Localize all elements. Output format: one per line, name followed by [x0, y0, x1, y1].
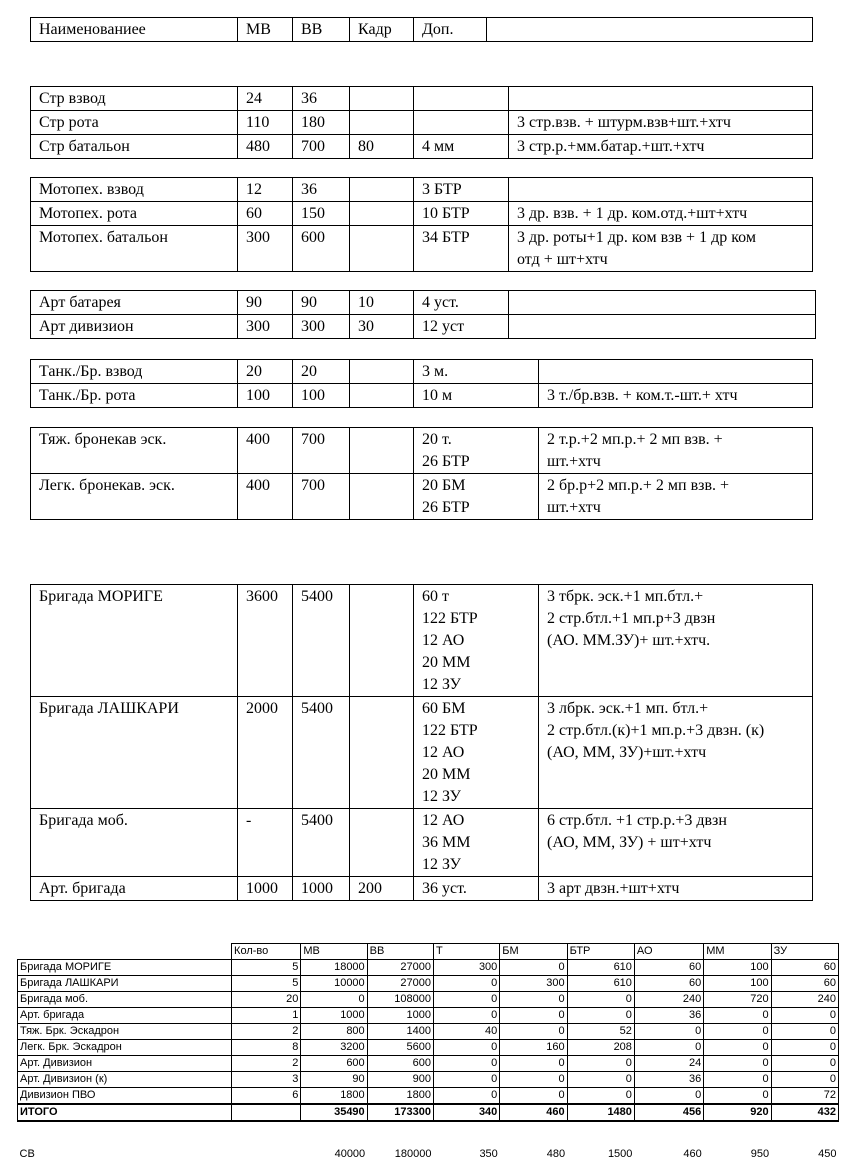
total-value: 456: [634, 1104, 703, 1121]
summary-header-cell: АО: [634, 944, 703, 960]
cv-value: 180000: [394, 1148, 432, 1160]
cell: 2 бр.р+2 мп.р.+ 2 мп взв. + шт.+хтч: [539, 474, 813, 520]
cell: [350, 360, 414, 384]
cell: [539, 360, 813, 384]
cell: [414, 87, 509, 111]
cell: 10: [350, 291, 414, 315]
cell: [350, 202, 414, 226]
cell: [509, 178, 813, 202]
cell: 3 т./бр.взв. + ком.т.-шт.+ хтч: [539, 384, 813, 408]
header-table: [30, 17, 813, 42]
summary-value: 0: [433, 1088, 499, 1105]
cell: 10 м: [414, 384, 539, 408]
cell: 700: [293, 474, 350, 520]
total-label: ИТОГО: [18, 1104, 232, 1121]
cell: 5400: [293, 585, 350, 697]
cell: 12 АО 36 ММ 12 ЗУ: [414, 809, 539, 877]
summary-value: 52: [567, 1024, 634, 1040]
table-row: [31, 428, 813, 474]
cell: Бригада моб.: [31, 809, 238, 877]
summary-value: 100: [704, 960, 771, 976]
summary-value: 0: [704, 1088, 771, 1105]
table-row: [31, 111, 813, 135]
cell: 3 БТР: [414, 178, 509, 202]
cell: 300: [238, 226, 293, 272]
summary-value: 60: [634, 976, 703, 992]
summary-label: Арт. Дивизион (к): [18, 1072, 232, 1088]
cell: 3 стр.взв. + штурм.взв+шт.+хтч: [509, 111, 813, 135]
total-value: 920: [704, 1104, 771, 1121]
cell: 3600: [238, 585, 293, 697]
summary-value: 0: [500, 1072, 567, 1088]
summary-value: 0: [433, 1072, 499, 1088]
header-cell: [487, 18, 813, 42]
summary-label: Арт. Дивизион: [18, 1056, 232, 1072]
table-row: [31, 226, 813, 272]
cell: 60 БМ 122 БТР 12 АО 20 ММ 12 ЗУ: [414, 697, 539, 809]
cell: [350, 474, 414, 520]
summary-value: 5600: [367, 1040, 433, 1056]
cell: 100: [238, 384, 293, 408]
cv-value: 1500: [607, 1148, 633, 1160]
cell: 3 м.: [414, 360, 539, 384]
cell: Мотопех. рота: [31, 202, 238, 226]
cell: 34 БТР: [414, 226, 509, 272]
summary-value: 0: [771, 1024, 838, 1040]
cell: 3 тбрк. эск.+1 мп.бтл.+ 2 стр.бтл.+1 мп.р+3 двзн (АО. ММ.ЗУ)+ шт.+хтч.: [539, 585, 813, 697]
cell: [350, 697, 414, 809]
cell: [350, 585, 414, 697]
summary-value: 40: [433, 1024, 499, 1040]
cell: 60 т 122 БТР 12 АО 20 ММ 12 ЗУ: [414, 585, 539, 697]
cell: Бригада МОРИГЕ: [31, 585, 238, 697]
summary-value: 300: [433, 960, 499, 976]
summary-row: [18, 1088, 839, 1105]
summary-value: 0: [500, 1024, 567, 1040]
cell: 480: [238, 135, 293, 159]
summary-value: 610: [567, 976, 634, 992]
summary-value: 0: [433, 1040, 499, 1056]
summary-value: 800: [301, 1024, 367, 1040]
summary-value: 610: [567, 960, 634, 976]
cell: 180: [293, 111, 350, 135]
summary-value: 18000: [301, 960, 367, 976]
summary-header-cell: ММ: [704, 944, 771, 960]
cv-value: 450: [818, 1148, 837, 1160]
summary-value: 0: [567, 1088, 634, 1105]
summary-row: [18, 992, 839, 1008]
summary-value: 600: [301, 1056, 367, 1072]
cell: 400: [238, 474, 293, 520]
header-cell: МВ: [238, 18, 293, 42]
table-row: [31, 697, 813, 809]
header-cell: ВВ: [293, 18, 350, 42]
cell: 200: [350, 877, 414, 901]
cell: 400: [238, 428, 293, 474]
summary-value: 0: [704, 1056, 771, 1072]
summary-value: 0: [771, 1072, 838, 1088]
cell: 20: [293, 360, 350, 384]
summary-value: 0: [433, 992, 499, 1008]
summary-value: 3200: [301, 1040, 367, 1056]
summary-value: 0: [433, 1008, 499, 1024]
summary-row: [18, 1056, 839, 1072]
summary-value: 240: [771, 992, 838, 1008]
cell: Тяж. бронекав эск.: [31, 428, 238, 474]
summary-value: 1800: [367, 1088, 433, 1105]
cell: Мотопех. батальон: [31, 226, 238, 272]
summary-value: 0: [500, 960, 567, 976]
table-row: [31, 135, 813, 159]
cell: Мотопех. взвод: [31, 178, 238, 202]
section-artillery: [30, 290, 816, 339]
cell: 20 БМ 26 БТР: [414, 474, 539, 520]
summary-value: 6: [232, 1088, 301, 1105]
cell: 2 т.р.+2 мп.р.+ 2 мп взв. + шт.+хтч: [539, 428, 813, 474]
summary-value: 1400: [367, 1024, 433, 1040]
cell: 10 БТР: [414, 202, 509, 226]
total-value: 35490: [301, 1104, 367, 1121]
cell: [350, 111, 414, 135]
total-value: 432: [771, 1104, 838, 1121]
cell: Танк./Бр. взвод: [31, 360, 238, 384]
summary-table: [17, 943, 839, 1162]
summary-value: 1: [232, 1008, 301, 1024]
summary-value: 208: [567, 1040, 634, 1056]
cell: 300: [293, 315, 350, 339]
cv-value: 480: [546, 1148, 566, 1160]
header-cell: Наименованиее: [31, 18, 238, 42]
cell: [350, 384, 414, 408]
cell: 110: [238, 111, 293, 135]
cell: Арт. бригада: [31, 877, 238, 901]
cell: Стр рота: [31, 111, 238, 135]
cell: 24: [238, 87, 293, 111]
summary-row: [18, 1024, 839, 1040]
table-row: [31, 202, 813, 226]
summary-value: 100: [704, 976, 771, 992]
section-brigades: [30, 584, 813, 901]
header-cell: Доп.: [414, 18, 487, 42]
summary-value: 60: [634, 960, 703, 976]
summary-value: 0: [500, 1088, 567, 1105]
cell: [350, 226, 414, 272]
cell: 3 др. взв. + 1 др. ком.отд.+шт+хтч: [509, 202, 813, 226]
cv-value: 950: [750, 1148, 770, 1160]
summary-cv-row: [18, 1147, 839, 1162]
summary-value: 3: [232, 1072, 301, 1088]
cell: [414, 111, 509, 135]
summary-row: [18, 1072, 839, 1088]
summary-spacer-row: [18, 1121, 839, 1147]
cell: 90: [238, 291, 293, 315]
cell: [509, 291, 816, 315]
summary-value: 0: [500, 1056, 567, 1072]
summary-value: 1000: [367, 1008, 433, 1024]
cell: 5400: [293, 809, 350, 877]
cell: [350, 428, 414, 474]
summary-value: 0: [634, 1024, 703, 1040]
cell: 600: [293, 226, 350, 272]
summary-label: Дивизион ПВО: [18, 1088, 232, 1105]
cv-label: СВ: [19, 1148, 35, 1160]
cell: 12 уст: [414, 315, 509, 339]
summary-row: [18, 1040, 839, 1056]
summary-value: 8: [232, 1040, 301, 1056]
cell: Танк./Бр. рота: [31, 384, 238, 408]
table-row: [31, 315, 816, 339]
cell: Стр батальон: [31, 135, 238, 159]
cell: 2000: [238, 697, 293, 809]
summary-header-cell: БМ: [500, 944, 567, 960]
summary-value: 0: [433, 1056, 499, 1072]
cell: 12: [238, 178, 293, 202]
summary-value: 600: [367, 1056, 433, 1072]
cell: 90: [293, 291, 350, 315]
summary-total-row: [18, 1104, 839, 1121]
summary-row: [18, 1008, 839, 1024]
cell: 6 стр.бтл. +1 стр.р.+3 двзн (АО, ММ, ЗУ) + шт+хтч: [539, 809, 813, 877]
spacer: [18, 1121, 839, 1147]
cell: 1000: [293, 877, 350, 901]
summary-value: 0: [567, 1008, 634, 1024]
cell: 5400: [293, 697, 350, 809]
summary-label: Легк. Брк. Эскадрон: [18, 1040, 232, 1056]
summary-value: 0: [567, 1072, 634, 1088]
cell: [350, 809, 414, 877]
cell: [509, 87, 813, 111]
cell: 3 лбрк. эск.+1 мп. бтл.+ 2 стр.бтл.(к)+1 мп.р.+3 двзн. (к) (АО, ММ, ЗУ)+шт.+хтч: [539, 697, 813, 809]
table-row: [31, 291, 816, 315]
summary-header-cell: ВВ: [367, 944, 433, 960]
cell: 60: [238, 202, 293, 226]
summary-value: 0: [634, 1040, 703, 1056]
cell: -: [238, 809, 293, 877]
cell: 20 т. 26 БТР: [414, 428, 539, 474]
summary-value: 0: [704, 1040, 771, 1056]
cell: Арт дивизион: [31, 315, 238, 339]
summary-value: 300: [500, 976, 567, 992]
table-row: [31, 474, 813, 520]
summary-value: 36: [634, 1008, 703, 1024]
summary-value: 2: [232, 1056, 301, 1072]
summary-value: 0: [500, 992, 567, 1008]
summary-value: 0: [704, 1008, 771, 1024]
section-armored-cavalry: [30, 427, 813, 520]
section-tanks: [30, 359, 813, 408]
cv-value: 40000: [334, 1148, 366, 1160]
total-value: 173300: [367, 1104, 433, 1121]
table-row: [31, 877, 813, 901]
cell: Бригада ЛАШКАРИ: [31, 697, 238, 809]
table-row: [31, 384, 813, 408]
summary-value: 0: [771, 1008, 838, 1024]
summary-label: Бригада моб.: [18, 992, 232, 1008]
summary-value: 5: [232, 976, 301, 992]
summary-value: 0: [500, 1008, 567, 1024]
summary-value: 0: [771, 1040, 838, 1056]
summary-value: 2: [232, 1024, 301, 1040]
total-value: 1480: [567, 1104, 634, 1121]
summary-value: 0: [704, 1072, 771, 1088]
table-row: [31, 87, 813, 111]
summary-value: 0: [301, 992, 367, 1008]
summary-value: 90: [301, 1072, 367, 1088]
cell: Легк. бронекав. эск.: [31, 474, 238, 520]
summary-value: 0: [771, 1056, 838, 1072]
summary-value: 0: [567, 1056, 634, 1072]
summary-label: Тяж. Брк. Эскадрон: [18, 1024, 232, 1040]
cell: Стр взвод: [31, 87, 238, 111]
cell: 36 уст.: [414, 877, 539, 901]
summary-value: 240: [634, 992, 703, 1008]
table-row: [31, 809, 813, 877]
summary-label: Арт. бригада: [18, 1008, 232, 1024]
summary-value: 108000: [367, 992, 433, 1008]
cell: 80: [350, 135, 414, 159]
cell: [350, 178, 414, 202]
summary-row: [18, 960, 839, 976]
cell: 36: [293, 178, 350, 202]
summary-value: 20: [232, 992, 301, 1008]
summary-header-cell: Кол-во: [232, 944, 301, 960]
summary-value: 5: [232, 960, 301, 976]
cell: 4 мм: [414, 135, 509, 159]
total-value: 340: [433, 1104, 499, 1121]
cell: 4 уст.: [414, 291, 509, 315]
summary-value: 1800: [301, 1088, 367, 1105]
summary-value: 0: [634, 1088, 703, 1105]
cell: 3 др. роты+1 др. ком взв + 1 др ком отд + шт+хтч: [509, 226, 813, 272]
cell: 30: [350, 315, 414, 339]
cv-value: [232, 1147, 301, 1162]
summary-label: Бригада МОРИГЕ: [18, 960, 232, 976]
header-row: [31, 18, 813, 42]
table-row: [31, 178, 813, 202]
summary-value: 160: [500, 1040, 567, 1056]
summary-value: 0: [704, 1024, 771, 1040]
summary-header-cell: МВ: [301, 944, 367, 960]
section-motorized: [30, 177, 813, 272]
cell: 700: [293, 428, 350, 474]
total-value: [232, 1104, 301, 1121]
cell: 1000: [238, 877, 293, 901]
total-value: 460: [500, 1104, 567, 1121]
summary-value: 60: [771, 976, 838, 992]
summary-value: 72: [771, 1088, 838, 1105]
cell: 36: [293, 87, 350, 111]
summary-value: 0: [433, 976, 499, 992]
cell: 150: [293, 202, 350, 226]
summary-value: 0: [567, 992, 634, 1008]
summary-value: 36: [634, 1072, 703, 1088]
summary-value: 27000: [367, 960, 433, 976]
cell: 700: [293, 135, 350, 159]
cell: [509, 315, 816, 339]
table-row: [31, 585, 813, 697]
cell: Арт батарея: [31, 291, 238, 315]
cv-value: 460: [683, 1148, 702, 1160]
cell: 300: [238, 315, 293, 339]
cell: 3 арт двзн.+шт+хтч: [539, 877, 813, 901]
summary-value: 10000: [301, 976, 367, 992]
summary-label: Бригада ЛАШКАРИ: [18, 976, 232, 992]
cell: [350, 87, 414, 111]
summary-header-cell: [18, 944, 232, 960]
summary-value: 1000: [301, 1008, 367, 1024]
summary-header-cell: БТР: [567, 944, 634, 960]
summary-header-row: [18, 944, 839, 960]
section-infantry: [30, 86, 813, 159]
summary-row: [18, 976, 839, 992]
cell: 100: [293, 384, 350, 408]
header-cell: Кадр: [350, 18, 414, 42]
summary-header-cell: ЗУ: [771, 944, 838, 960]
summary-value: 24: [634, 1056, 703, 1072]
summary-value: 27000: [367, 976, 433, 992]
cv-value: 350: [479, 1148, 498, 1160]
cell: 20: [238, 360, 293, 384]
summary-header-cell: Т: [433, 944, 499, 960]
table-row: [31, 360, 813, 384]
summary-value: 900: [367, 1072, 433, 1088]
cell: 3 стр.р.+мм.батар.+шт.+хтч: [509, 135, 813, 159]
summary-value: 720: [704, 992, 771, 1008]
summary-value: 60: [771, 960, 838, 976]
